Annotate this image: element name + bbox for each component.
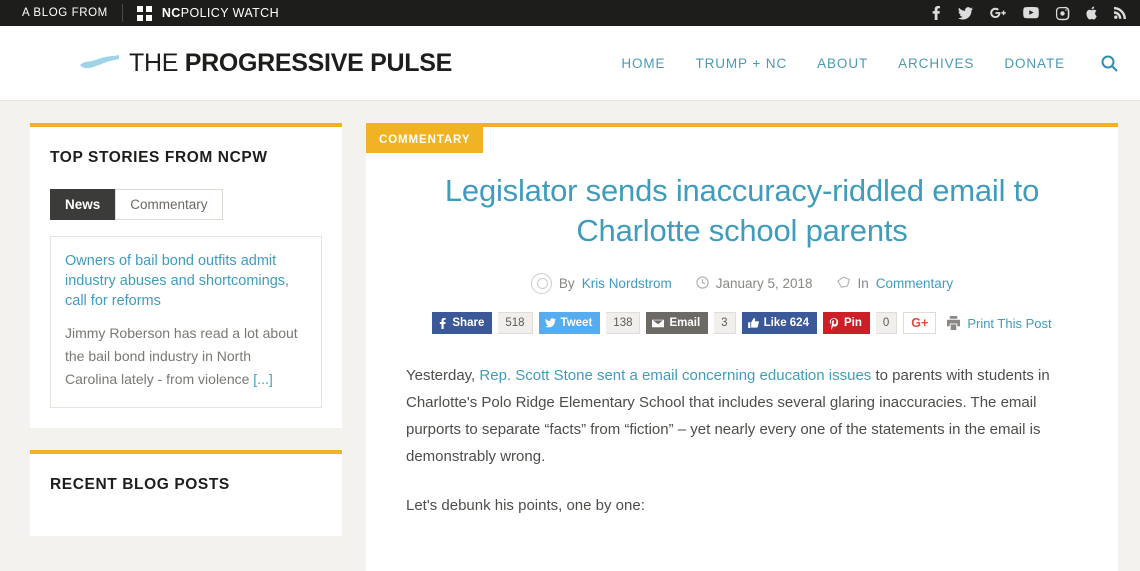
twitter-share-button[interactable] bbox=[539, 312, 601, 334]
tab-news[interactable]: News bbox=[50, 189, 115, 220]
print-post-link[interactable] bbox=[946, 316, 1051, 331]
blog-from-label: A BLOG FROM bbox=[22, 7, 108, 19]
article-container bbox=[366, 123, 1118, 571]
site-logo[interactable] bbox=[78, 49, 452, 78]
pinterest-share-button[interactable] bbox=[823, 312, 870, 334]
apple-icon[interactable] bbox=[1086, 6, 1097, 20]
facebook-share-count: 518 bbox=[498, 312, 532, 334]
story-title-link[interactable]: Owners of bail bond outfits admit industry abuses and shortcomings, call for reforms bbox=[65, 253, 290, 309]
ncpw-brand-bold: NC bbox=[161, 6, 181, 20]
story-item bbox=[50, 236, 322, 408]
topbar-brand-group bbox=[22, 4, 279, 22]
site-title bbox=[129, 49, 452, 78]
social-links bbox=[931, 6, 1126, 20]
widget-recent-posts bbox=[30, 450, 342, 536]
post-meta bbox=[406, 273, 1078, 294]
post-inline-link[interactable]: Rep. Scott Stone sent a email concerning education issues bbox=[479, 367, 872, 384]
facebook-like-button[interactable] bbox=[742, 312, 817, 334]
printer-icon bbox=[946, 316, 961, 330]
widget-title-recent-posts: RECENT BLOG POSTS bbox=[50, 476, 230, 493]
category-badge[interactable]: COMMENTARY bbox=[366, 127, 483, 153]
site-title-pulse: PULSE bbox=[363, 48, 452, 77]
google-plus-share-button[interactable]: G+ bbox=[903, 312, 936, 334]
facebook-icon[interactable] bbox=[931, 6, 941, 20]
nav-item-donate[interactable]: DONATE bbox=[1004, 55, 1065, 71]
instagram-icon[interactable] bbox=[1056, 7, 1069, 20]
thumbs-up-icon bbox=[748, 318, 759, 328]
nav-item-trump-nc[interactable]: TRUMP + NC bbox=[695, 55, 788, 71]
primary-nav bbox=[621, 55, 1118, 72]
ncpw-brand-light: POLICY WATCH bbox=[180, 6, 280, 20]
share-buttons-row bbox=[406, 312, 1078, 334]
print-post-label: Print This Post bbox=[967, 315, 1052, 331]
story-read-more-link[interactable]: [...] bbox=[253, 371, 273, 387]
rss-icon[interactable] bbox=[1114, 7, 1126, 19]
nav-item-about[interactable]: ABOUT bbox=[817, 55, 869, 71]
youtube-icon[interactable] bbox=[1023, 7, 1039, 19]
nav-item-home[interactable]: HOME bbox=[621, 55, 666, 71]
site-header bbox=[0, 26, 1140, 101]
post-paragraph-2: Let's debunk his points, one by one: bbox=[406, 497, 645, 514]
google-plus-icon[interactable] bbox=[990, 7, 1006, 19]
ncpw-brand-link[interactable] bbox=[162, 6, 279, 20]
paragraph-1-before: Yesterday, bbox=[406, 367, 480, 384]
envelope-icon bbox=[652, 319, 664, 328]
vertical-divider bbox=[122, 4, 123, 22]
site-title-the: THE bbox=[129, 48, 185, 77]
paragraph-1-after: to parents with students in Charlotte's Polo Ridge Elementary School that includes several glaring inaccuracies. The email purports to separate “facts” from “fiction” – yet nearly every one of the statements in the email is demonstrably wrong. bbox=[406, 367, 1050, 465]
sidebar bbox=[30, 123, 342, 558]
facebook-like-label: Like 624 bbox=[763, 317, 809, 329]
top-stories-tabs bbox=[50, 189, 322, 220]
page-title: Legislator sends inaccuracy-riddled email to Charlotte school parents bbox=[444, 173, 1040, 248]
email-share-count: 3 bbox=[714, 312, 735, 334]
email-share-label: Email bbox=[669, 317, 701, 329]
page-content bbox=[0, 101, 1140, 571]
facebook-icon bbox=[438, 318, 447, 329]
email-share-button[interactable] bbox=[646, 312, 708, 334]
widget-top-stories bbox=[30, 123, 342, 428]
nc-state-outline-icon bbox=[78, 50, 120, 76]
author-avatar-icon bbox=[531, 273, 552, 294]
tag-icon bbox=[837, 276, 851, 292]
post-date: January 5, 2018 bbox=[715, 276, 813, 291]
twitter-share-label: Tweet bbox=[560, 317, 593, 329]
post-body bbox=[406, 362, 1078, 519]
story-excerpt bbox=[65, 322, 307, 391]
twitter-icon bbox=[545, 318, 556, 328]
facebook-share-button[interactable] bbox=[432, 312, 492, 334]
post-category-link[interactable]: Commentary bbox=[875, 276, 954, 291]
search-icon[interactable] bbox=[1101, 55, 1118, 72]
nav-item-archives[interactable]: ARCHIVES bbox=[898, 55, 975, 71]
pinterest-share-label: Pin bbox=[843, 317, 862, 329]
widget-title-top-stories: TOP STORIES FROM NCPW bbox=[50, 149, 268, 166]
story-excerpt-text: Jimmy Roberson has read a lot about the bail bond industry in North Carolina lately - from violence bbox=[65, 325, 298, 387]
by-label: By bbox=[558, 276, 575, 291]
twitter-share-count: 138 bbox=[606, 312, 640, 334]
post-paragraph-1 bbox=[406, 362, 1078, 470]
top-utility-bar bbox=[0, 0, 1140, 26]
in-label: In bbox=[857, 276, 869, 291]
tab-commentary[interactable]: Commentary bbox=[115, 189, 222, 220]
twitter-icon[interactable] bbox=[958, 7, 973, 20]
site-title-progressive: PROGRESSIVE bbox=[184, 48, 364, 77]
author-link[interactable]: Kris Nordstrom bbox=[581, 276, 672, 291]
clock-icon bbox=[696, 276, 709, 292]
pinterest-icon bbox=[829, 318, 839, 329]
pinterest-share-count: 0 bbox=[876, 312, 897, 334]
grid-squares-icon bbox=[137, 6, 152, 21]
facebook-share-label: Share bbox=[452, 317, 485, 329]
